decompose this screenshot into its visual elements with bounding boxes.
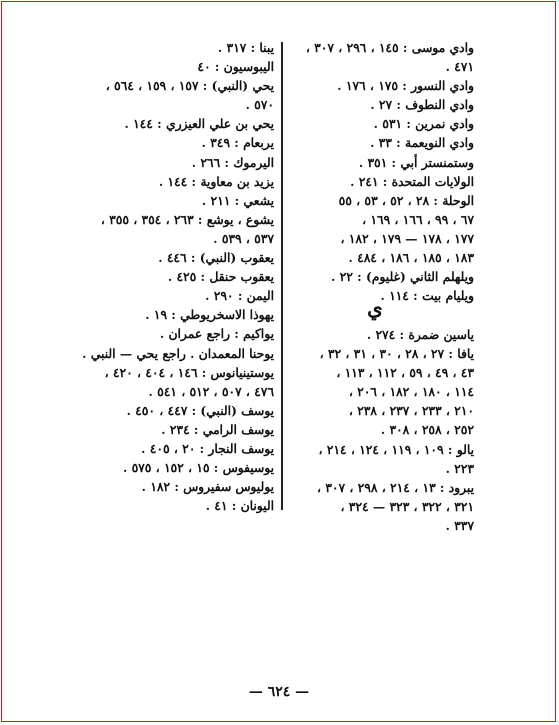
left-column xyxy=(58,38,274,515)
index-entry-line: ١٨٣ ، ١٨٥ ، ١٨٦ ، ٤٨٤ . xyxy=(348,250,474,266)
index-entry-line: يهوذا الاسخريوطي : ١٩ . xyxy=(145,307,274,323)
index-entry-line: ياسين ضمرة : ٢٧٤ . xyxy=(366,327,474,342)
index-entry-line: يواكيم : راجع عمران . xyxy=(159,326,274,342)
index-entry-line: وادي النطوف : ٢٧ . xyxy=(370,97,474,113)
right-column-bottom-entries xyxy=(288,325,474,535)
index-entry-line: يوليوس سفيروس : ١٨٢ . xyxy=(141,479,274,495)
index-entry-line: يربعام : ٣٤٩ . xyxy=(201,135,274,151)
index-entry-line: ٤٧٦ ، ٥٠٧ ، ٥١٢ ، ٥٤١ . xyxy=(148,383,274,399)
index-entry-line: ٤٧١ . xyxy=(445,59,474,75)
index-entry-line: يوسيفوس : ١٥ ، ١٥٢ ، ٥٧٥ . xyxy=(123,460,274,476)
index-entry-line: ٦٧ ، ٩٩ ، ١٦٦ ، ١٦٩ ، xyxy=(362,211,474,227)
section-letter: ي xyxy=(367,296,383,320)
index-entry-line: ٤٣ ، ٤٩ ، ٥٩ ، ١١٢ ، ١١٣ ، xyxy=(336,365,474,381)
index-entry-line: ويلهلم الثاني (غليوم) : ٢٢ . xyxy=(331,269,474,285)
index-entry-line: اليمن : ٢٩٠ . xyxy=(205,288,274,304)
index-entry-line: اليونان : ٤١ . xyxy=(205,498,274,514)
index-entry-line: يزيد بن معاوية : ١٤٤ . xyxy=(158,173,274,189)
index-entry-line: ٣٣٧ . xyxy=(445,517,474,533)
index-entry-line: ٢٥٢ ، ٢٥٨ ، ٣٠٨ . xyxy=(380,422,474,438)
right-column-top-entries xyxy=(288,38,474,305)
index-entry-line: يالو : ١٠٩ ، ١١٩ ، ١٢٤ ، ٢١٤ ، xyxy=(318,441,474,457)
index-entry-line: ٥٣٧ ، ٥٣٩ . xyxy=(213,230,274,246)
index-entry-line: اليرموك : ٢٦٦ . xyxy=(191,154,274,170)
index-entry-line: ١١٤ ، ١٨٠ ، ١٨٢ ، ٢٠٦ ، xyxy=(348,384,474,400)
index-entry-line: الوحلة : ٢٨ ، ٥٢ ، ٥٣ ، ٥٥ xyxy=(338,192,474,208)
index-entry-line: يبنا : ٣١٧ . xyxy=(217,40,274,55)
index-entry-line: يعقوب (النبي) : ٤٤٦ . xyxy=(158,250,274,266)
index-entry-line: وادي النسور : ١٧٥ ، ١٧٦ . xyxy=(337,78,474,94)
page-number: — ٦٢٤ — xyxy=(248,684,310,700)
index-entry-line: ٣٢١ ، ٣٢٢ ، ٣٢٣ — ٣٢٤ ، xyxy=(340,498,474,514)
index-entry-line: وادي موسى : ١٤٥ ، ٢٩٦ ، ٣٠٧ ، xyxy=(305,40,474,55)
index-entry-line: يوستينيانوس : ١٤٦ ، ٤٠٤ ، ٤٢٠ ، xyxy=(104,364,274,380)
index-entry-line: يافا : ٢٧ ، ٢٨ ، ٣٠ ، ٣١ ، ٣٢ ، xyxy=(319,346,474,362)
index-entry-line: وادي النويعمة : ٣٣ . xyxy=(370,135,474,151)
index-entry-line: ٢٢٣ . xyxy=(445,460,474,476)
index-entry-line: وادي نمرين : ٥٣١ . xyxy=(373,116,474,132)
index-entry-line: ٢١٠ ، ٢٣٣ ، ٢٣٧ ، ٢٣٨ ، xyxy=(348,403,474,419)
index-entry-line: اليبوسيون : ٤٠ xyxy=(197,59,274,75)
left-column-entries xyxy=(58,38,274,515)
index-entry-line: يوسف (النبي) : ٤٤٧ ، ٤٥٠ . xyxy=(126,402,274,418)
right-column-lower xyxy=(288,325,474,535)
index-entry-line: يشوع ، يوشع : ٢٦٣ ، ٣٥٤ ، ٣٥٥ ، xyxy=(100,211,274,227)
index-entry-line: يبرود : ١٣ ، ٢١٤ ، ٢٩٨ ، ٣٠٧ ، xyxy=(317,479,474,495)
index-entry-line: ويليام بيت : ١١٤ . xyxy=(380,288,474,304)
index-entry-line: ٥٧٠ . xyxy=(245,97,274,113)
index-entry-line: يوحنا المعمدان . راجع يحي — النبي . xyxy=(82,345,274,361)
index-entry-line: ١٧٧ ، ١٧٨ — ١٧٩ ، ١٨٢ ، xyxy=(340,230,474,246)
column-divider xyxy=(281,42,283,510)
index-entry-line: يحي بن علي العيزري : ١٤٤ . xyxy=(124,116,274,132)
index-entry-line: يوسف النجار : ٢٠ ، ٤٠٥ . xyxy=(141,440,274,456)
index-entry-line: الولايات المتحدة : ٢٤١ . xyxy=(350,173,474,189)
index-entry-line: يشعي : ٢١١ . xyxy=(201,192,274,208)
index-entry-line: وستمنستر أبي : ٣٥١ . xyxy=(358,154,474,170)
right-column xyxy=(288,38,474,305)
index-entry-line: يوسف الرامي : ٢٣٤ . xyxy=(161,421,274,437)
index-entry-line: يحي (النبي) : ١٥٧ ، ١٥٩ ، ٥٦٤ ، xyxy=(105,78,274,94)
index-entry-line: يعقوب حنقل : ٤٢٥ . xyxy=(167,269,274,285)
